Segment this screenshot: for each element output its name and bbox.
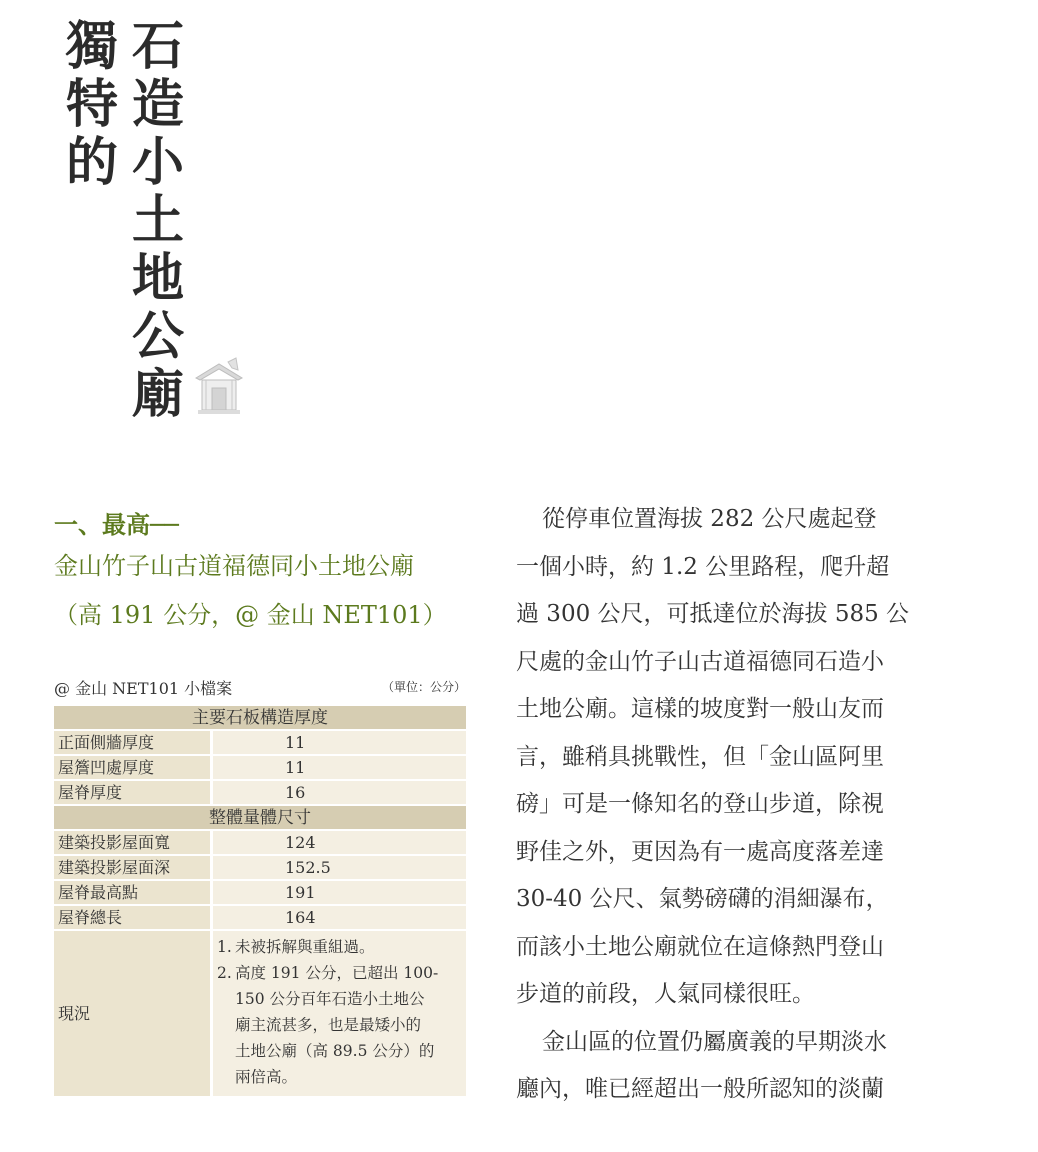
note-line: 廟主流甚多，也是最矮小的 (235, 1016, 422, 1034)
table-row-status (54, 931, 466, 1096)
title-char: 的 (65, 132, 118, 193)
note-line: 150 公分百年石造小土地公 (235, 990, 425, 1008)
note-number: 2. (217, 964, 232, 982)
title-column-left (62, 18, 122, 192)
section-heading: 一、最高── (54, 510, 179, 539)
text-line: 磅」可是一條知名的登山步道，除視 (516, 791, 884, 817)
title-char: 地 (131, 248, 184, 309)
row-label: 屋簷凹處厚度 (54, 756, 213, 779)
text-line: 30-40 公尺、氣勢磅礴的涓細瀑布， (516, 886, 889, 912)
status-note (217, 934, 460, 960)
row-value: 11 (213, 731, 466, 754)
title-char: 特 (65, 74, 118, 135)
note-number: 1. (217, 938, 232, 956)
row-value: 11 (213, 756, 466, 779)
row-label: 屋脊總長 (54, 906, 213, 929)
title-char: 獨 (65, 16, 118, 77)
text-line: 步道的前段，人氣同樣很旺。 (516, 981, 815, 1007)
shrine-icon (192, 356, 246, 416)
table-row (54, 781, 466, 804)
spec-table (54, 704, 466, 1098)
text-line: 從停車位置海拔 282 公尺處起登 (542, 506, 877, 532)
group-header-cell: 整體量體尺寸 (54, 806, 466, 829)
row-value: 152.5 (213, 856, 466, 879)
section-subtitle: 金山竹子山古道福德同小土地公廟 (54, 552, 414, 580)
status-note (217, 960, 460, 1090)
title-char: 土 (131, 190, 184, 251)
table-row (54, 881, 466, 904)
paragraph-2 (516, 1019, 936, 1114)
note-text (235, 960, 438, 1090)
row-value: 124 (213, 831, 466, 854)
table-row (54, 831, 466, 854)
row-label: 建築投影屋面寬 (54, 831, 213, 854)
title-char: 廟 (131, 364, 184, 425)
row-label: 建築投影屋面深 (54, 856, 213, 879)
table-caption-title: @ 金山 NET101 小檔案 (54, 679, 233, 698)
text-line: 尺處的金山竹子山古道福德同石造小 (516, 648, 884, 675)
row-label: 正面側牆厚度 (54, 731, 213, 754)
body-text (516, 496, 936, 1114)
paragraph-1 (516, 496, 936, 1019)
row-label: 現況 (54, 931, 213, 1096)
text-line: 過 300 公尺，可抵達位於海拔 585 公 (516, 601, 910, 627)
table-group-header (54, 806, 466, 829)
text-line: 廳內，唯已經超出一般所認知的淡蘭 (516, 1076, 884, 1102)
note-line: 土地公廟（高 89.5 公分）的 (235, 1042, 435, 1060)
table-row (54, 731, 466, 754)
status-notes (213, 931, 466, 1096)
text-line: 而該小土地公廟就位在這條熱門登山 (516, 933, 884, 960)
title-char: 石 (131, 16, 184, 77)
row-label: 屋脊最高點 (54, 881, 213, 904)
note-line: 兩倍高。 (235, 1068, 298, 1086)
table-group-header (54, 706, 466, 729)
text-line: 言，雖稍具挑戰性，但「金山區阿里 (516, 743, 884, 770)
table-row (54, 906, 466, 929)
table-row (54, 856, 466, 879)
text-line: 土地公廟。這樣的坡度對一般山友而 (516, 696, 884, 722)
title-char: 公 (131, 306, 184, 367)
row-value: 191 (213, 881, 466, 904)
table-row (54, 756, 466, 779)
section-subtitle-height: （高 191 公分，@ 金山 NET101） (54, 601, 447, 629)
title-char: 造 (131, 74, 184, 135)
title-char: 小 (131, 132, 184, 193)
table-unit: （單位：公分） (381, 680, 466, 694)
note-line: 未被拆解與重組過。 (235, 938, 375, 956)
text-line: 野佳之外，更因為有一處高度落差達 (516, 838, 884, 865)
text-line: 金山區的位置仍屬廣義的早期淡水 (542, 1028, 887, 1055)
row-value: 16 (213, 781, 466, 804)
row-label: 屋脊厚度 (54, 781, 213, 804)
text-line: 一個小時，約 1.2 公里路程，爬升超 (516, 553, 890, 580)
row-value: 164 (213, 906, 466, 929)
note-line: 高度 191 公分，已超出 100- (235, 964, 439, 982)
group-header-cell: 主要石板構造厚度 (54, 706, 466, 729)
title-column-right (128, 18, 188, 424)
table-caption (54, 676, 466, 699)
